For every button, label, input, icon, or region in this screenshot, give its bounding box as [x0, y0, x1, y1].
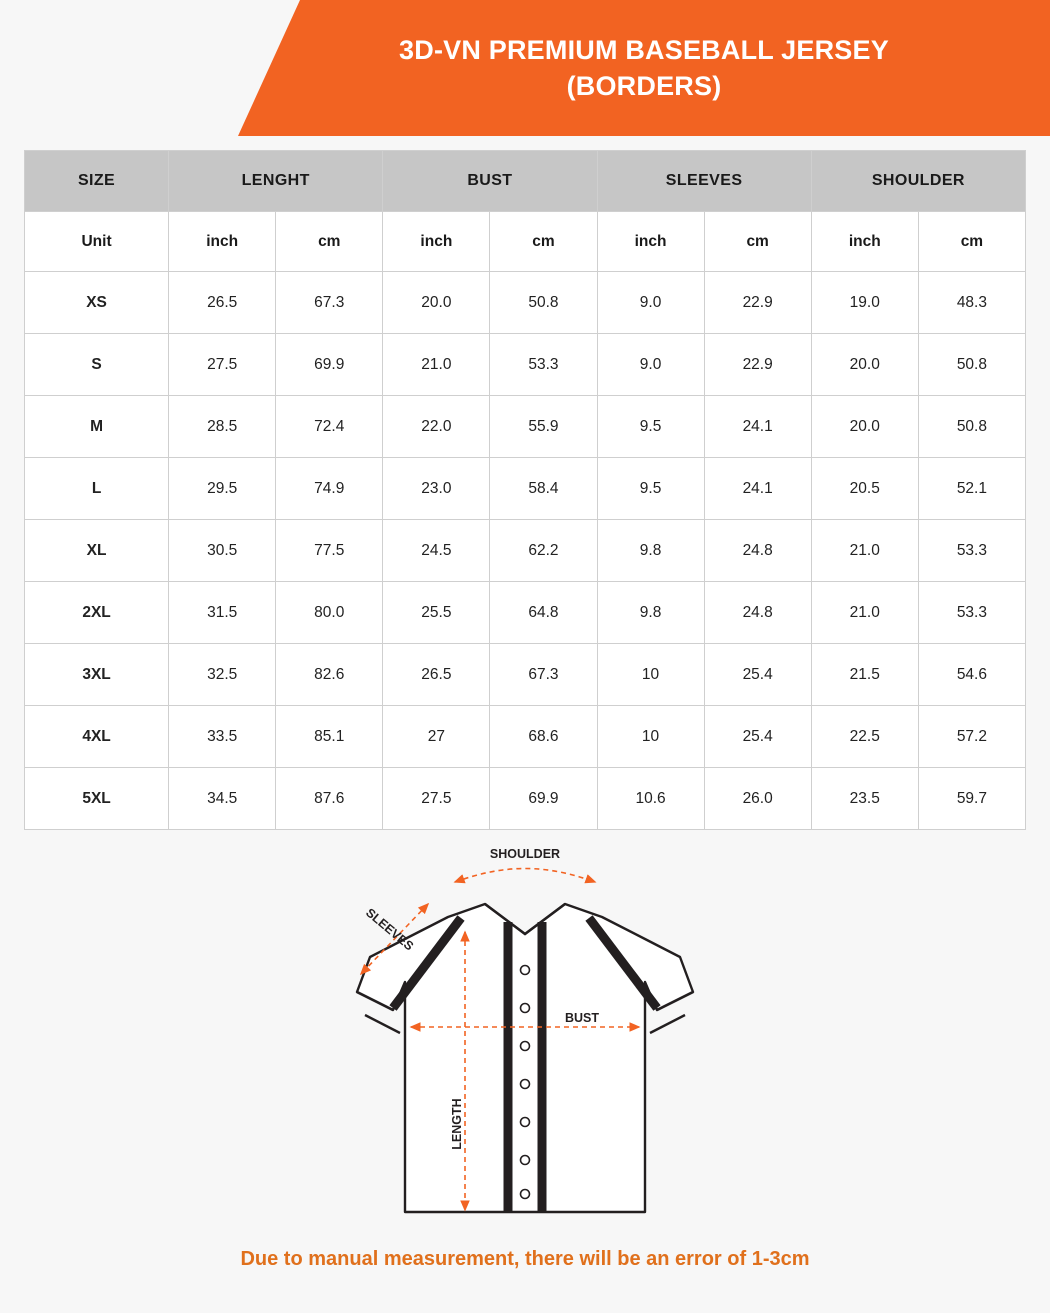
- cell-bust-inch: 21.0: [383, 334, 490, 396]
- cell-sleeves-cm: 25.4: [704, 644, 811, 706]
- cell-shoulder-inch: 20.5: [811, 458, 918, 520]
- table-row: [25, 520, 1026, 582]
- cell-shoulder-cm: 57.2: [918, 706, 1025, 768]
- cell-shoulder-cm: 48.3: [918, 272, 1025, 334]
- shoulder-measure: [455, 847, 595, 882]
- table-row: [25, 396, 1026, 458]
- cell-sleeves-inch: 10.6: [597, 768, 704, 830]
- unit-header-shoulder-cm: cm: [918, 212, 1025, 272]
- unit-header-sleeves-inch: inch: [597, 212, 704, 272]
- group-header-bust: BUST: [383, 151, 597, 212]
- measurement-diagram: [0, 842, 1050, 1242]
- group-header-sleeves: SLEEVES: [597, 151, 811, 212]
- cell-shoulder-inch: 20.0: [811, 334, 918, 396]
- cell-size: L: [25, 458, 169, 520]
- jersey-diagram-svg: [265, 842, 785, 1242]
- cell-sleeves-cm: 25.4: [704, 706, 811, 768]
- table-row: [25, 582, 1026, 644]
- cell-lenght-cm: 77.5: [276, 520, 383, 582]
- unit-header-lenght-cm: cm: [276, 212, 383, 272]
- cell-lenght-inch: 28.5: [169, 396, 276, 458]
- table-row: [25, 706, 1026, 768]
- cell-bust-cm: 64.8: [490, 582, 597, 644]
- cell-lenght-inch: 32.5: [169, 644, 276, 706]
- cell-sleeves-inch: 9.5: [597, 396, 704, 458]
- group-header-lenght: LENGHT: [169, 151, 383, 212]
- cell-sleeves-inch: 10: [597, 644, 704, 706]
- unit-header-shoulder-inch: inch: [811, 212, 918, 272]
- cell-sleeves-cm: 24.8: [704, 582, 811, 644]
- cell-sleeves-cm: 26.0: [704, 768, 811, 830]
- cell-bust-cm: 69.9: [490, 768, 597, 830]
- cell-sleeves-cm: 24.1: [704, 396, 811, 458]
- table-group-header-row: [25, 151, 1026, 212]
- bust-label: BUST: [565, 1011, 600, 1025]
- header-banner: [0, 0, 1050, 136]
- cell-size: 2XL: [25, 582, 169, 644]
- cell-sleeves-cm: 24.8: [704, 520, 811, 582]
- cell-sleeves-inch: 9.8: [597, 582, 704, 644]
- group-header-shoulder: SHOULDER: [811, 151, 1025, 212]
- cell-bust-cm: 50.8: [490, 272, 597, 334]
- cell-bust-inch: 24.5: [383, 520, 490, 582]
- cell-size: M: [25, 396, 169, 458]
- cell-size: 5XL: [25, 768, 169, 830]
- cell-bust-cm: 68.6: [490, 706, 597, 768]
- unit-header-label: Unit: [25, 212, 169, 272]
- table-row: [25, 272, 1026, 334]
- size-chart-container: [24, 150, 1026, 830]
- cell-shoulder-inch: 21.0: [811, 582, 918, 644]
- cell-sleeves-cm: 24.1: [704, 458, 811, 520]
- table-row: [25, 334, 1026, 396]
- group-header-size: SIZE: [25, 151, 169, 212]
- unit-header-bust-cm: cm: [490, 212, 597, 272]
- unit-header-sleeves-cm: cm: [704, 212, 811, 272]
- cell-bust-inch: 27: [383, 706, 490, 768]
- cell-lenght-inch: 26.5: [169, 272, 276, 334]
- cell-lenght-cm: 82.6: [276, 644, 383, 706]
- cell-lenght-cm: 72.4: [276, 396, 383, 458]
- table-row: [25, 458, 1026, 520]
- cell-bust-inch: 27.5: [383, 768, 490, 830]
- cell-bust-inch: 20.0: [383, 272, 490, 334]
- page-title: [238, 0, 1050, 136]
- length-label: LENGTH: [450, 1098, 464, 1150]
- cell-bust-cm: 55.9: [490, 396, 597, 458]
- cell-shoulder-inch: 23.5: [811, 768, 918, 830]
- table-row: [25, 644, 1026, 706]
- page-title-line1: 3D-VN PREMIUM BASEBALL JERSEY: [399, 34, 889, 65]
- cell-bust-cm: 62.2: [490, 520, 597, 582]
- measurement-disclaimer: Due to manual measurement, there will be an error of 1-3cm: [240, 1248, 810, 1270]
- cell-bust-cm: 67.3: [490, 644, 597, 706]
- cell-shoulder-inch: 20.0: [811, 396, 918, 458]
- shoulder-label: SHOULDER: [489, 847, 561, 861]
- cell-lenght-inch: 29.5: [169, 458, 276, 520]
- cell-lenght-inch: 33.5: [169, 706, 276, 768]
- cell-sleeves-inch: 9.5: [597, 458, 704, 520]
- cell-shoulder-inch: 21.5: [811, 644, 918, 706]
- cell-sleeves-cm: 22.9: [704, 334, 811, 396]
- unit-header-bust-inch: inch: [383, 212, 490, 272]
- size-chart-table: [24, 150, 1026, 830]
- cell-shoulder-cm: 53.3: [918, 520, 1025, 582]
- cell-bust-inch: 22.0: [383, 396, 490, 458]
- cell-lenght-cm: 85.1: [276, 706, 383, 768]
- cell-sleeves-inch: 10: [597, 706, 704, 768]
- cell-lenght-cm: 87.6: [276, 768, 383, 830]
- table-unit-header-row: [25, 212, 1026, 272]
- cell-bust-inch: 23.0: [383, 458, 490, 520]
- cell-lenght-inch: 27.5: [169, 334, 276, 396]
- cell-lenght-cm: 67.3: [276, 272, 383, 334]
- cell-size: 4XL: [25, 706, 169, 768]
- cell-sleeves-inch: 9.8: [597, 520, 704, 582]
- cell-sleeves-cm: 22.9: [704, 272, 811, 334]
- unit-header-lenght-inch: inch: [169, 212, 276, 272]
- cell-bust-cm: 58.4: [490, 458, 597, 520]
- sleeves-label: SLEEVES: [363, 905, 417, 954]
- cell-lenght-cm: 74.9: [276, 458, 383, 520]
- cell-lenght-inch: 31.5: [169, 582, 276, 644]
- page-title-line2: (BORDERS): [566, 71, 722, 101]
- cell-shoulder-cm: 52.1: [918, 458, 1025, 520]
- cell-shoulder-cm: 53.3: [918, 582, 1025, 644]
- cell-shoulder-cm: 50.8: [918, 396, 1025, 458]
- cell-bust-inch: 26.5: [383, 644, 490, 706]
- cell-lenght-cm: 80.0: [276, 582, 383, 644]
- cell-size: S: [25, 334, 169, 396]
- table-row: [25, 768, 1026, 830]
- cell-size: XL: [25, 520, 169, 582]
- cell-bust-cm: 53.3: [490, 334, 597, 396]
- cell-lenght-inch: 30.5: [169, 520, 276, 582]
- cell-shoulder-inch: 22.5: [811, 706, 918, 768]
- cell-lenght-cm: 69.9: [276, 334, 383, 396]
- cell-shoulder-cm: 50.8: [918, 334, 1025, 396]
- cell-sleeves-inch: 9.0: [597, 272, 704, 334]
- cell-shoulder-inch: 21.0: [811, 520, 918, 582]
- cell-size: XS: [25, 272, 169, 334]
- cell-shoulder-cm: 54.6: [918, 644, 1025, 706]
- cell-lenght-inch: 34.5: [169, 768, 276, 830]
- cell-size: 3XL: [25, 644, 169, 706]
- cell-shoulder-cm: 59.7: [918, 768, 1025, 830]
- cell-bust-inch: 25.5: [383, 582, 490, 644]
- cell-shoulder-inch: 19.0: [811, 272, 918, 334]
- cell-sleeves-inch: 9.0: [597, 334, 704, 396]
